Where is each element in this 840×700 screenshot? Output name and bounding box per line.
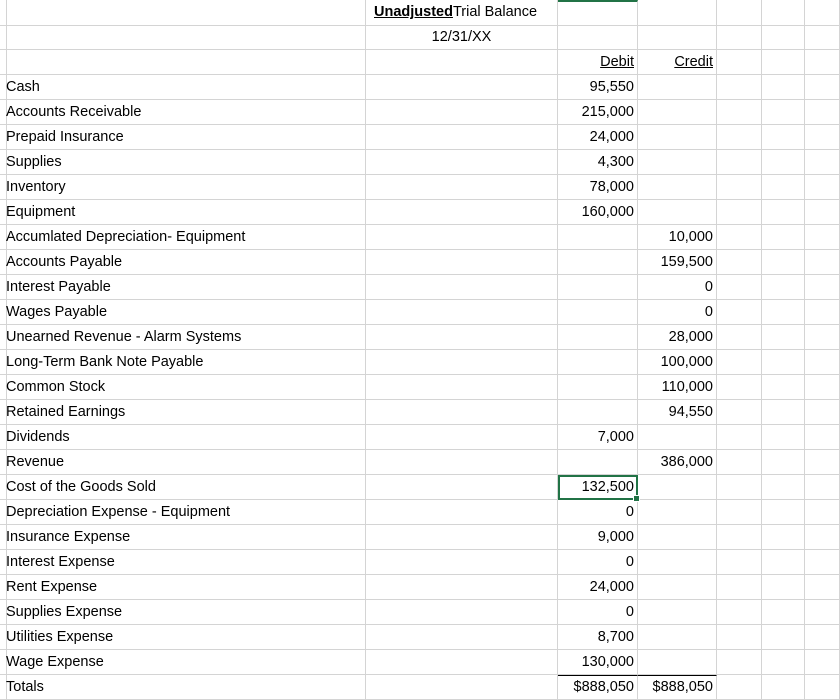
cell[interactable] — [717, 625, 762, 650]
cell[interactable] — [717, 550, 762, 575]
account-name-cell[interactable]: Cost of the Goods Sold — [3, 475, 366, 500]
debit-cell[interactable] — [558, 250, 638, 275]
debit-cell[interactable]: 8,700 — [558, 625, 638, 650]
cell[interactable] — [805, 550, 840, 575]
cell[interactable] — [366, 575, 558, 600]
account-name-cell[interactable]: Rent Expense — [3, 575, 366, 600]
cell[interactable] — [762, 200, 805, 225]
cell[interactable] — [366, 675, 558, 700]
debit-cell[interactable]: 0 — [558, 550, 638, 575]
account-name-cell[interactable]: Accounts Receivable — [3, 100, 366, 125]
debit-cell[interactable]: 215,000 — [558, 100, 638, 125]
credit-cell[interactable] — [638, 200, 717, 225]
cell[interactable] — [805, 500, 840, 525]
cell[interactable] — [366, 450, 558, 475]
cell[interactable] — [762, 400, 805, 425]
cell[interactable] — [558, 26, 638, 50]
debit-cell[interactable] — [558, 350, 638, 375]
cell[interactable] — [366, 125, 558, 150]
cell[interactable] — [762, 675, 805, 700]
account-name-cell[interactable]: Wage Expense — [3, 650, 366, 675]
credit-cell[interactable]: 110,000 — [638, 375, 717, 400]
account-name-cell[interactable]: Long-Term Bank Note Payable — [3, 350, 366, 375]
cell[interactable] — [762, 650, 805, 675]
debit-cell[interactable]: 130,000 — [558, 650, 638, 675]
cell[interactable] — [805, 425, 840, 450]
account-name-cell[interactable]: Cash — [3, 75, 366, 100]
cell[interactable] — [805, 650, 840, 675]
cell[interactable] — [805, 525, 840, 550]
account-name-cell[interactable]: Prepaid Insurance — [3, 125, 366, 150]
cell[interactable] — [717, 300, 762, 325]
cell[interactable] — [717, 125, 762, 150]
cell[interactable] — [366, 625, 558, 650]
credit-cell[interactable]: 386,000 — [638, 450, 717, 475]
cell[interactable] — [805, 625, 840, 650]
debit-cell[interactable]: 0 — [558, 600, 638, 625]
cell[interactable] — [558, 0, 638, 26]
title-unadjusted: Unadjusted — [374, 4, 453, 21]
debit-cell[interactable]: 95,550 — [558, 75, 638, 100]
account-name-cell[interactable]: Revenue — [3, 450, 366, 475]
cell[interactable] — [805, 325, 840, 350]
cell[interactable] — [805, 125, 840, 150]
debit-cell[interactable]: 24,000 — [558, 125, 638, 150]
cell[interactable] — [717, 525, 762, 550]
credit-cell[interactable] — [638, 550, 717, 575]
cell[interactable] — [805, 300, 840, 325]
cell[interactable] — [717, 675, 762, 700]
cell[interactable] — [717, 325, 762, 350]
cell[interactable] — [762, 450, 805, 475]
account-name-cell[interactable]: Common Stock — [3, 375, 366, 400]
credit-cell[interactable] — [638, 475, 717, 500]
cell[interactable] — [762, 500, 805, 525]
cell[interactable] — [366, 475, 558, 500]
cell[interactable] — [805, 100, 840, 125]
cell[interactable] — [762, 300, 805, 325]
cell[interactable] — [762, 250, 805, 275]
cell[interactable] — [717, 450, 762, 475]
cell[interactable] — [762, 625, 805, 650]
cell[interactable] — [366, 50, 558, 75]
credit-cell[interactable] — [638, 625, 717, 650]
account-name-cell[interactable]: Depreciation Expense - Equipment — [3, 500, 366, 525]
cell[interactable] — [638, 26, 717, 50]
cell[interactable] — [805, 375, 840, 400]
cell[interactable] — [366, 300, 558, 325]
cell[interactable] — [762, 75, 805, 100]
credit-cell[interactable]: 0 — [638, 300, 717, 325]
cell[interactable] — [717, 400, 762, 425]
cell[interactable] — [366, 225, 558, 250]
title-rest: Trial Balance — [452, 4, 538, 21]
debit-cell[interactable]: 4,300 — [558, 150, 638, 175]
cell[interactable] — [805, 75, 840, 100]
credit-cell[interactable]: 159,500 — [638, 250, 717, 275]
debit-cell[interactable] — [558, 275, 638, 300]
cell[interactable] — [805, 675, 840, 700]
cell[interactable] — [805, 450, 840, 475]
credit-cell[interactable] — [638, 525, 717, 550]
account-name-cell[interactable]: Inventory — [3, 175, 366, 200]
cell[interactable] — [717, 350, 762, 375]
credit-cell[interactable]: 94,550 — [638, 400, 717, 425]
cell[interactable] — [366, 400, 558, 425]
cell[interactable] — [762, 375, 805, 400]
debit-cell[interactable]: 0 — [558, 500, 638, 525]
credit-cell[interactable]: 100,000 — [638, 350, 717, 375]
cell[interactable] — [717, 175, 762, 200]
debit-cell[interactable] — [558, 225, 638, 250]
credit-cell[interactable] — [638, 75, 717, 100]
cell[interactable] — [366, 175, 558, 200]
cell[interactable] — [717, 100, 762, 125]
cell[interactable] — [762, 325, 805, 350]
credit-cell[interactable] — [638, 575, 717, 600]
cell[interactable] — [3, 26, 366, 50]
cell[interactable] — [366, 325, 558, 350]
cell[interactable] — [805, 0, 840, 26]
cell[interactable] — [805, 250, 840, 275]
cell[interactable] — [762, 100, 805, 125]
cell[interactable] — [762, 525, 805, 550]
total-credit-cell[interactable]: $888,050 — [638, 675, 717, 700]
debit-cell[interactable] — [558, 450, 638, 475]
account-name-cell[interactable]: Interest Payable — [3, 275, 366, 300]
cell[interactable] — [717, 200, 762, 225]
cell[interactable] — [717, 650, 762, 675]
cell[interactable] — [805, 26, 840, 50]
credit-cell[interactable]: 0 — [638, 275, 717, 300]
account-name-cell[interactable]: Accumlated Depreciation- Equipment — [3, 225, 366, 250]
account-name-cell[interactable]: Supplies — [3, 150, 366, 175]
cell[interactable] — [805, 200, 840, 225]
cell[interactable] — [366, 550, 558, 575]
credit-cell[interactable] — [638, 500, 717, 525]
account-name-cell[interactable]: Insurance Expense — [3, 525, 366, 550]
cell[interactable] — [762, 575, 805, 600]
cell[interactable] — [366, 250, 558, 275]
cell[interactable] — [717, 425, 762, 450]
cell[interactable] — [366, 100, 558, 125]
credit-cell[interactable] — [638, 650, 717, 675]
debit-cell[interactable]: 9,000 — [558, 525, 638, 550]
account-name-cell[interactable]: Interest Expense — [3, 550, 366, 575]
credit-cell[interactable]: 10,000 — [638, 225, 717, 250]
cell[interactable] — [638, 0, 717, 26]
credit-cell[interactable] — [638, 100, 717, 125]
cell[interactable] — [366, 500, 558, 525]
cell[interactable] — [762, 50, 805, 75]
account-name-cell[interactable]: Dividends — [3, 425, 366, 450]
cell[interactable] — [805, 475, 840, 500]
totals-label-cell[interactable]: Totals — [3, 675, 366, 700]
cell[interactable] — [717, 575, 762, 600]
credit-cell[interactable] — [638, 125, 717, 150]
account-name-cell[interactable]: Retained Earnings — [3, 400, 366, 425]
cell[interactable] — [805, 350, 840, 375]
cell[interactable] — [805, 50, 840, 75]
account-name-cell[interactable]: Utilities Expense — [3, 625, 366, 650]
cell[interactable] — [3, 50, 366, 75]
cell[interactable] — [762, 26, 805, 50]
cell[interactable] — [717, 275, 762, 300]
cell[interactable] — [366, 200, 558, 225]
cell[interactable] — [762, 425, 805, 450]
selected-cell[interactable]: 132,500 — [558, 475, 638, 500]
cell[interactable] — [717, 500, 762, 525]
debit-cell[interactable] — [558, 300, 638, 325]
cell[interactable] — [762, 125, 805, 150]
cell[interactable] — [762, 275, 805, 300]
cell[interactable] — [717, 150, 762, 175]
cell[interactable] — [366, 525, 558, 550]
debit-cell[interactable] — [558, 375, 638, 400]
date-cell[interactable]: 12/31/XX — [366, 26, 558, 50]
credit-cell[interactable] — [638, 175, 717, 200]
cell[interactable] — [366, 425, 558, 450]
cell[interactable] — [717, 26, 762, 50]
cell[interactable] — [366, 275, 558, 300]
debit-cell[interactable] — [558, 325, 638, 350]
cell[interactable] — [762, 0, 805, 26]
cell[interactable] — [717, 225, 762, 250]
cell[interactable] — [717, 75, 762, 100]
cell[interactable] — [366, 350, 558, 375]
cell[interactable] — [805, 150, 840, 175]
cell[interactable] — [717, 250, 762, 275]
debit-cell[interactable] — [558, 400, 638, 425]
account-name-cell[interactable]: Supplies Expense — [3, 600, 366, 625]
cell[interactable] — [3, 0, 366, 26]
debit-cell[interactable]: 160,000 — [558, 200, 638, 225]
credit-cell[interactable] — [638, 425, 717, 450]
cell[interactable] — [366, 150, 558, 175]
cell[interactable] — [805, 400, 840, 425]
cell[interactable] — [762, 175, 805, 200]
debit-cell[interactable]: 24,000 — [558, 575, 638, 600]
cell[interactable] — [805, 275, 840, 300]
cell[interactable] — [717, 600, 762, 625]
cell[interactable] — [762, 475, 805, 500]
title-cell[interactable] — [366, 0, 558, 26]
account-name-cell[interactable]: Unearned Revenue - Alarm Systems — [3, 325, 366, 350]
cell[interactable] — [762, 350, 805, 375]
credit-header[interactable]: Credit — [638, 50, 717, 75]
credit-cell[interactable] — [638, 150, 717, 175]
cell[interactable] — [717, 475, 762, 500]
cell[interactable] — [366, 650, 558, 675]
cell[interactable] — [366, 75, 558, 100]
cell[interactable] — [805, 575, 840, 600]
cell[interactable] — [717, 0, 762, 26]
debit-cell[interactable]: 7,000 — [558, 425, 638, 450]
cell[interactable] — [366, 375, 558, 400]
cell[interactable] — [717, 375, 762, 400]
debit-cell[interactable]: 78,000 — [558, 175, 638, 200]
cell[interactable] — [805, 600, 840, 625]
account-name-cell[interactable]: Accounts Payable — [3, 250, 366, 275]
cell[interactable] — [762, 550, 805, 575]
cell[interactable] — [762, 600, 805, 625]
total-debit-cell[interactable]: $888,050 — [558, 675, 638, 700]
cell[interactable] — [717, 50, 762, 75]
credit-cell[interactable] — [638, 600, 717, 625]
cell[interactable] — [762, 150, 805, 175]
account-name-cell[interactable]: Wages Payable — [3, 300, 366, 325]
credit-cell[interactable]: 28,000 — [638, 325, 717, 350]
cell[interactable] — [805, 175, 840, 200]
account-name-cell[interactable]: Equipment — [3, 200, 366, 225]
debit-header[interactable]: Debit — [558, 50, 638, 75]
cell[interactable] — [366, 600, 558, 625]
cell[interactable] — [805, 225, 840, 250]
cell[interactable] — [762, 225, 805, 250]
